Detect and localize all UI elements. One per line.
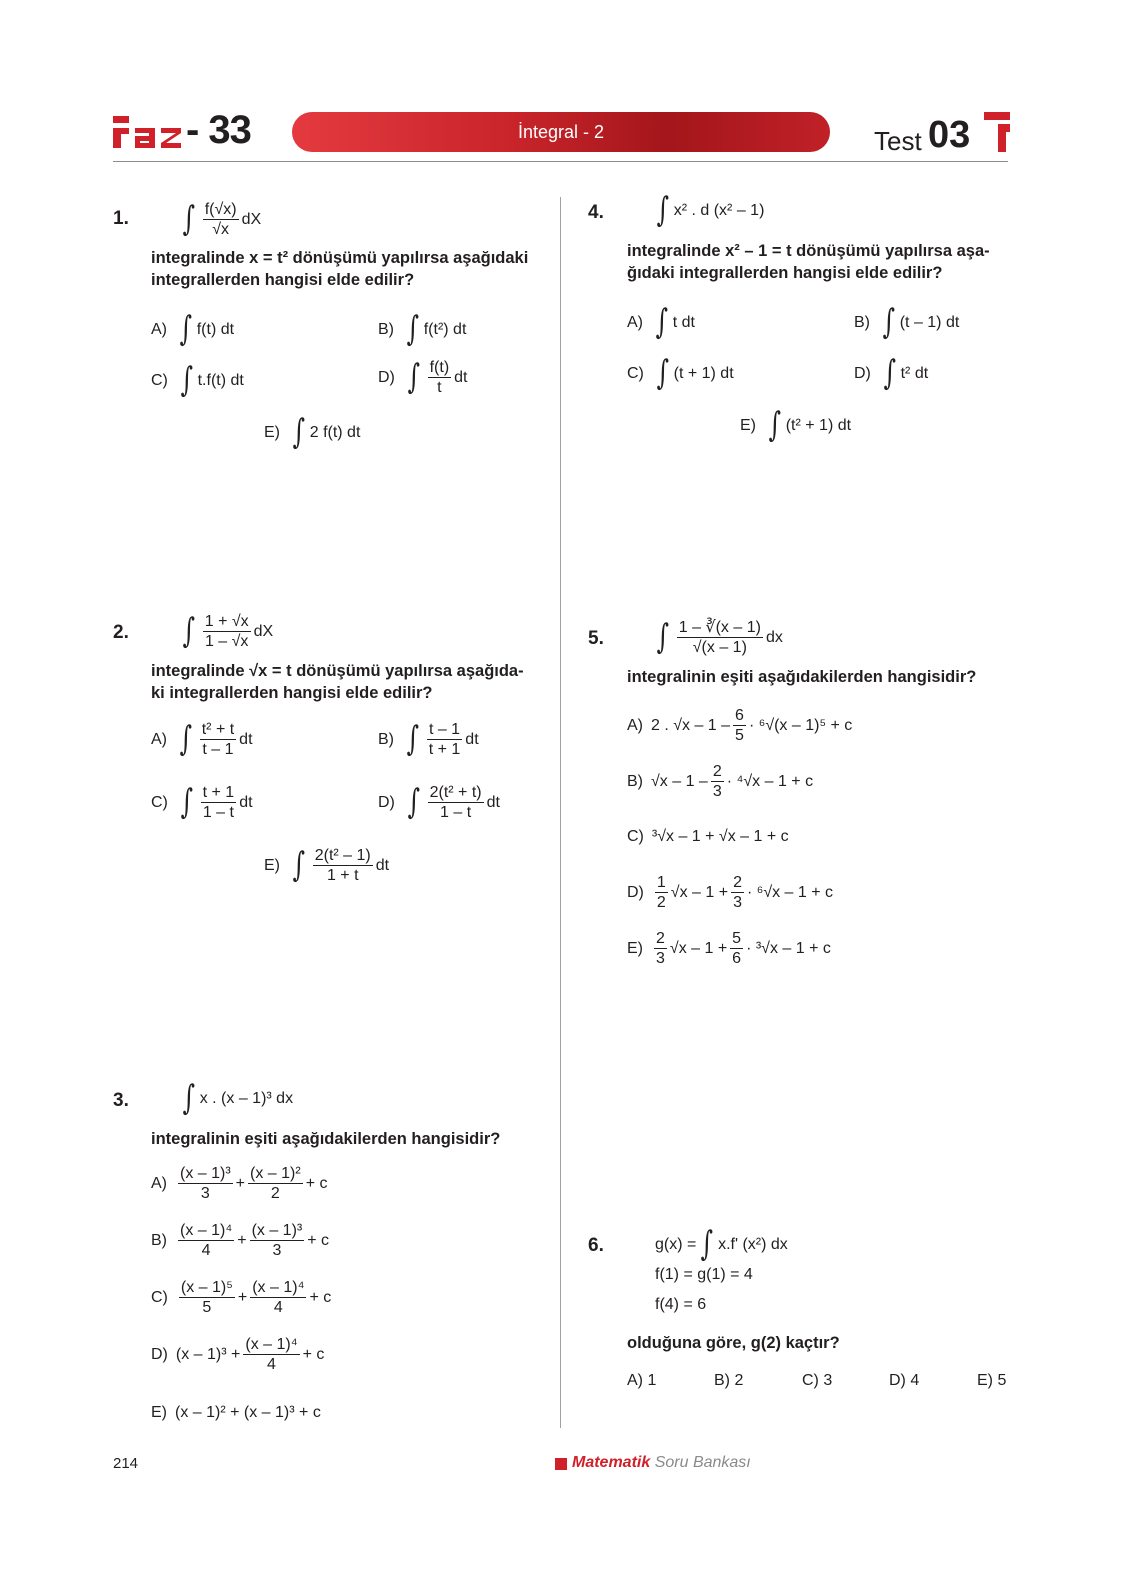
option-c[interactable]: C) ∫ t.f(t) dt: [151, 360, 244, 400]
series-number: - 33: [186, 108, 251, 152]
given-line: f(1) = g(1) = 4: [655, 1266, 753, 1283]
question-stem: integralinin eşiti aşağıdakilerden hangisidir?: [151, 1130, 501, 1148]
question-number: 3.: [113, 1090, 129, 1111]
option-a[interactable]: A) ∫ t dt: [627, 302, 695, 342]
option-b[interactable]: B) √x – 1 – $\frac{2}{3}$ · ⁴√x – 1 + c: [627, 763, 814, 801]
column-divider: [560, 197, 561, 1428]
test-number: 03: [928, 114, 971, 156]
page-number: 214: [113, 1455, 139, 1472]
question-stem: integralinde √x = t dönüşümü yapılırsa aşağıda- ki integrallerden hangisi elde edilir?: [151, 662, 524, 702]
question-stem: integralinde x² – 1 = t dönüşümü yapılırsa aşa- ğıdaki integrallerden hangisi elde edilir?: [627, 242, 990, 282]
topic-title: İntegral - 2: [517, 122, 605, 142]
test-label: Test: [874, 126, 922, 156]
option-e[interactable]: E) ∫ (t² + 1) dt: [740, 405, 852, 445]
question-expression: ∫ $\frac{1 - ∛(x - 1)}{√(x - 1)}$ dx: [656, 616, 783, 657]
option-e[interactable]: E) $\frac{2}{3}$ √x – 1 + $\frac{5}{6}$ · ³√x – 1 + c: [627, 930, 831, 968]
given-line: f(4) = 6: [655, 1296, 707, 1313]
option-a[interactable]: A) 2 . √x – 1 – $\frac{6}{5}$ · ⁶√(x – 1)⁵ + c: [627, 707, 853, 745]
header-divider: [113, 161, 1008, 162]
option-a[interactable]: A) ∫ f(t) dt: [151, 309, 235, 349]
option-b[interactable]: B) 2: [714, 1372, 744, 1389]
option-b[interactable]: B) ∫ $\frac{t - 1}{t + 1}$ dt: [378, 718, 479, 759]
brand-square-icon: [555, 1458, 567, 1470]
integral-icon: ∫: [656, 190, 670, 230]
t-logo-icon: [984, 112, 1010, 152]
question-number: 4.: [588, 202, 604, 223]
question-stem: integralinin eşiti aşağıdakilerden hangisidir?: [627, 668, 977, 686]
option-e[interactable]: E) ∫ 2 f(t) dt: [264, 412, 361, 452]
option-c[interactable]: C) 3: [802, 1372, 833, 1389]
question-expression: ∫ x² . d (x² – 1): [656, 190, 765, 230]
option-b[interactable]: B) ∫ (t – 1) dt: [854, 302, 960, 342]
option-e[interactable]: E) 5: [977, 1372, 1007, 1389]
question-expression: g(x) = ∫ x.f' (x²) dx: [655, 1224, 788, 1264]
option-a[interactable]: A) $\frac{\text{(x – 1)³}}{3}$ + $\frac{\text{(x – 1)²}}{2}$ + c: [151, 1165, 328, 1203]
option-e[interactable]: E) ∫ $\frac{\text{2(t² – 1)}}{1 + t}$ dt: [264, 844, 390, 885]
option-d[interactable]: D) 4: [889, 1372, 920, 1389]
option-d[interactable]: D) ∫ $\frac{\text{2(t² + t)}}{1 - t}$ dt: [378, 781, 500, 822]
integral-icon: ∫: [182, 610, 196, 651]
question-number: 5.: [588, 628, 604, 649]
option-d[interactable]: D) (x – 1)³ + $\frac{\text{(x – 1)⁴}}{4}$ + c: [151, 1336, 325, 1374]
fraction: $\frac{f(√x)}{√x}$: [204, 201, 237, 239]
option-a[interactable]: A) ∫ $\frac{\text{t² + t}}{t - 1}$ dt: [151, 718, 253, 759]
option-a[interactable]: A) 1: [627, 1372, 657, 1389]
option-d[interactable]: D) $\frac{1}{2}$ √x – 1 + $\frac{2}{3}$ · ⁶√x – 1 + c: [627, 874, 834, 912]
faz-logo-icon: [113, 112, 181, 152]
question-expression: ∫ $\frac{f(√x)}{√x}$ dX: [182, 198, 262, 239]
option-d[interactable]: D) ∫ $\frac{f(t)}{t}$ dt: [378, 356, 468, 397]
question-stem: olduğuna göre, g(2) kaçtır?: [627, 1334, 840, 1352]
option-b[interactable]: B) ∫ f(t²) dt: [378, 309, 467, 349]
footer-brand: Matematik Soru Bankası: [572, 1454, 751, 1471]
question-stem: integralinde x = t² dönüşümü yapılırsa aşağıdaki integrallerden hangisi elde edilir?: [151, 249, 529, 289]
option-c[interactable]: C) ∫ (t + 1) dt: [627, 353, 734, 393]
option-c[interactable]: C) ∫ $\frac{t + 1}{1 - t}$ dt: [151, 781, 253, 822]
question-expression: ∫ $\frac{1 + √x}{1 - √x}$ dX: [182, 610, 274, 651]
question-number: 6.: [588, 1235, 604, 1256]
option-b[interactable]: B) $\frac{\text{(x – 1)⁴}}{4}$ + $\frac{\text{(x – 1)³}}{3}$ + c: [151, 1222, 330, 1260]
option-c[interactable]: C) ³√x – 1 + √x – 1 + c: [627, 828, 789, 845]
option-c[interactable]: C) $\frac{\text{(x – 1)⁵}}{5}$ + $\frac{\text{(x – 1)⁴}}{4}$ + c: [151, 1279, 332, 1317]
integral-icon: ∫: [182, 198, 196, 239]
question-number: 2.: [113, 622, 129, 643]
question-number: 1.: [113, 208, 129, 229]
integral-icon: ∫: [656, 616, 670, 657]
option-e[interactable]: E) (x – 1)² + (x – 1)³ + c: [151, 1404, 321, 1421]
integral-icon: ∫: [182, 1078, 196, 1118]
question-expression: ∫ x . (x – 1)³ dx: [182, 1078, 294, 1118]
option-d[interactable]: D) ∫ t² dt: [854, 353, 929, 393]
integral-icon: ∫: [701, 1224, 714, 1264]
